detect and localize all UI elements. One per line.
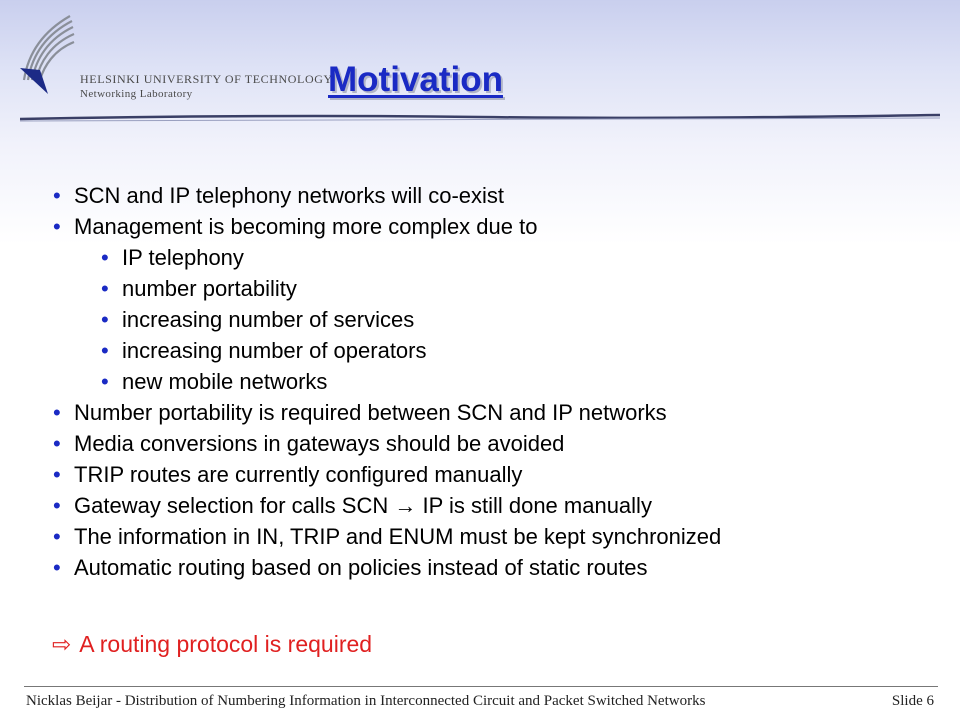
- bullet-dot-icon: •: [101, 369, 109, 394]
- bullet-dot-icon: •: [53, 524, 61, 549]
- bullet-dot-icon: •: [53, 493, 61, 518]
- bullet-list: [48, 180, 928, 583]
- bullet-item: [48, 428, 928, 459]
- bullet-dot-icon: •: [101, 245, 109, 270]
- bullet-dot-icon: •: [101, 276, 109, 301]
- bullet-dot-icon: •: [101, 338, 109, 363]
- bullet-text: number portability: [122, 276, 297, 301]
- hut-logo-icon: [18, 14, 78, 96]
- bullet-dot-icon: •: [53, 400, 61, 425]
- bullet-dot-icon: •: [53, 183, 61, 208]
- conclusion-line: [52, 631, 372, 658]
- bullet-item: [48, 552, 928, 583]
- bullet-text: Automatic routing based on policies instead of static routes: [74, 555, 648, 580]
- bullet-item: [48, 490, 928, 521]
- bullet-text: The information in IN, TRIP and ENUM must be kept synchronized: [74, 524, 722, 549]
- sub-bullet-item: [48, 304, 928, 335]
- bullet-dot-icon: •: [53, 431, 61, 456]
- bullet-text: Gateway selection for calls SCN → IP is still done manually: [74, 493, 652, 518]
- bullet-item: [48, 397, 928, 428]
- bullet-text: increasing number of operators: [122, 338, 427, 363]
- bullet-text: Management is becoming more complex due to: [74, 214, 538, 239]
- bullet-item: [48, 459, 928, 490]
- bullet-text: SCN and IP telephony networks will co-exist: [74, 183, 505, 208]
- bullet-dot-icon: •: [101, 307, 109, 332]
- bullet-dot-icon: •: [53, 462, 61, 487]
- bullet-text: TRIP routes are currently configured manually: [74, 462, 523, 487]
- lab-name: Networking Laboratory: [80, 88, 193, 100]
- university-name: HELSINKI UNIVERSITY OF TECHNOLOGY: [80, 72, 333, 86]
- slide-title: Motivation: [328, 60, 503, 99]
- university-logo: [18, 14, 333, 104]
- conclusion-text: A routing protocol is required: [79, 631, 373, 657]
- footer-divider: [24, 686, 938, 687]
- bullet-text: Media conversions in gateways should be avoided: [74, 431, 565, 456]
- slide-number: Slide 6: [891, 693, 934, 709]
- bullet-item: [48, 180, 928, 211]
- sub-bullet-item: [48, 273, 928, 304]
- bullet-text: new mobile networks: [122, 369, 328, 394]
- sub-bullet-item: [48, 366, 928, 397]
- bullet-text: Number portability is required between SCN and IP networks: [74, 400, 667, 425]
- sub-bullet-item: [48, 242, 928, 273]
- footer-text: Nicklas Beijar - Distribution of Numbering Information in Interconnected Circuit and Packet Switched Networks: [26, 693, 706, 709]
- bullet-item: [48, 211, 928, 242]
- bullet-text: IP telephony: [122, 245, 244, 270]
- sub-bullet-item: [48, 335, 928, 366]
- bullet-text: increasing number of services: [122, 307, 415, 332]
- bullet-item: [48, 521, 928, 552]
- bullet-dot-icon: •: [53, 555, 61, 580]
- bullet-dot-icon: •: [53, 214, 61, 239]
- right-arrow-icon: ⇨: [52, 631, 72, 657]
- title-underline-rule: [20, 112, 940, 124]
